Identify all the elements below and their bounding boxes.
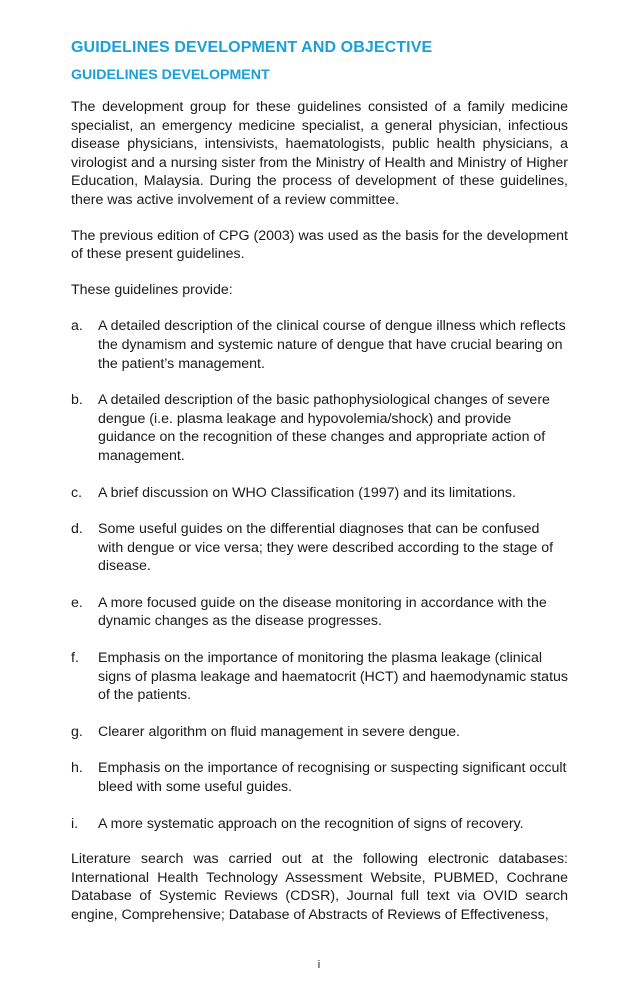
list-item [71,649,568,705]
list-item-text: Some useful guides on the differential diagnoses that can be confused with dengue or vice versa; they were described according to the stage of disease. [98,521,554,575]
list-item [71,723,568,742]
list-marker: h. [71,760,83,777]
list-marker: c. [71,484,83,501]
list-item [71,594,568,631]
list-item [71,759,568,796]
list-marker: d. [71,521,83,538]
list-item [71,484,568,503]
list-item [71,815,568,834]
page-number: i [317,959,321,971]
list-item [71,520,568,576]
list-item-text: Clearer algorithm on fluid management in severe dengue. [98,723,460,740]
list-item-text: Emphasis on the importance of monitoring the plasma leakage (clinical signs of plasma leakage and haematocrit (HCT) and haemodynamic status of the patients. [98,650,568,704]
document-page [71,38,568,925]
list-item-text: A brief discussion on WHO Classification (1997) and its limitations. [98,484,516,501]
list-marker: a. [71,318,83,335]
list-marker: b. [71,392,83,409]
section-heading: GUIDELINES DEVELOPMENT AND OBJECTIVE [71,39,433,56]
list-item-text: A detailed description of the basic pathophysiological changes of severe dengue (i.e. plasma leakage and hypovolemia/shock) and provide guidance on the recognition of these changes and appropriate action of management. [98,392,550,464]
subsection-heading: GUIDELINES DEVELOPMENT [71,67,270,83]
guidelines-list [71,317,568,833]
paragraph-previous-edition: The previous edition of CPG (2003) was used as the basis for the development of these present guidelines. [71,227,568,263]
list-item-text: Emphasis on the importance of recognising or suspecting significant occult bleed with some useful guides. [98,760,567,796]
list-marker: f. [71,650,79,667]
list-marker: i. [71,815,79,832]
list-item-text: A detailed description of the clinical course of dengue illness which reflects the dynamism and systemic nature of dengue that have crucial bearing on the patient’s management. [98,318,566,372]
list-item [71,391,568,465]
list-item-text: A more focused guide on the disease monitoring in accordance with the dynamic changes as the disease progresses. [98,594,547,630]
paragraph-guidelines-provide: These guidelines provide: [71,281,233,298]
paragraph-literature-search: Literature search was carried out at the following electronic databases: International Health Technology Assessment Website, PUBMED, Cochrane Database of Systemic Reviews (CDSR), Journal full text via OVID search engine, Comprehensive; Database of Abstracts of Reviews of Effectiveness, [71,851,568,923]
list-marker: g. [71,723,83,740]
list-item [71,317,568,373]
list-item-text: A more systematic approach on the recognition of signs of recovery. [98,815,524,832]
list-marker: e. [71,594,83,611]
paragraph-development-group: The development group for these guidelines consisted of a family medicine specialist, an emergency medicine specialist, a general physician, infectious disease physicians, intensivists, haematologists, public health physicians, a virologist and a nursing sister from the Ministry of Health and Ministry of Higher Education, Malaysia. During the process of development of these guidelines, there was active involvement of a review committee. [71,99,568,208]
